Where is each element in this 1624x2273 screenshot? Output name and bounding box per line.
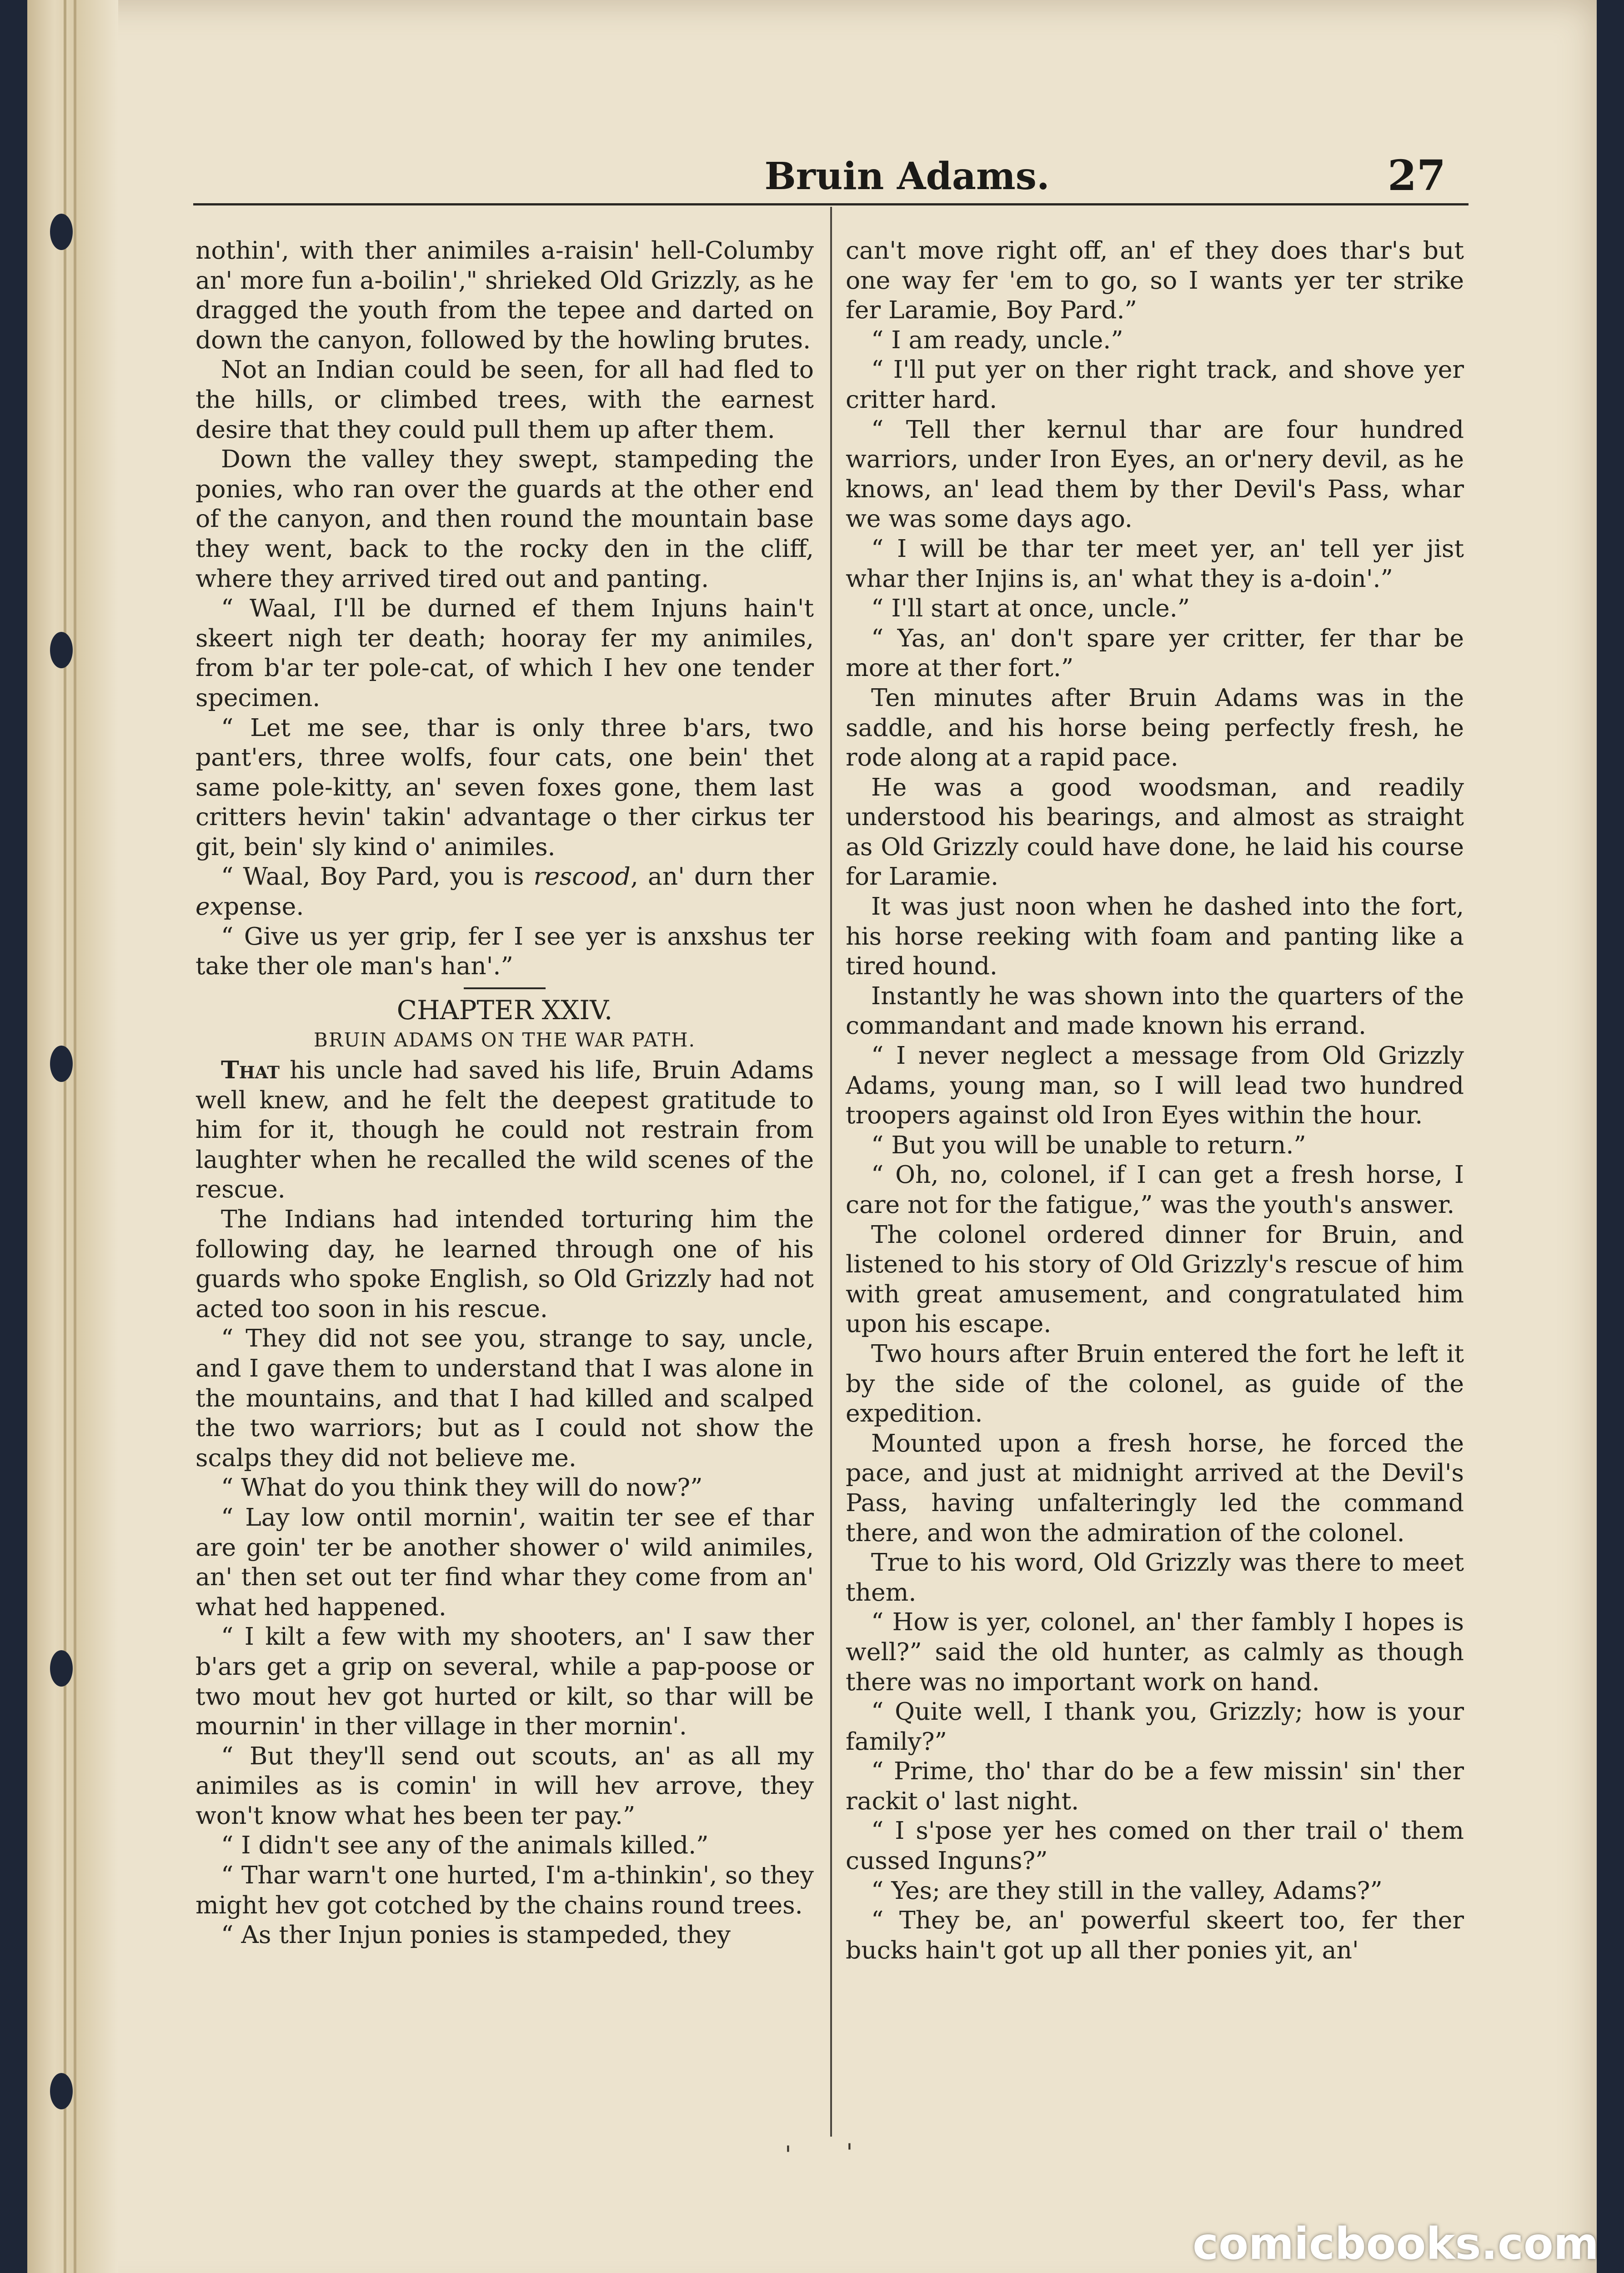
- printer-mark: ˈ: [784, 2141, 792, 2173]
- paragraph: “ But you will be unable to return.”: [871, 1130, 1306, 1159]
- paragraph: “ I am ready, uncle.”: [871, 325, 1123, 354]
- paragraph: “ How is yer, colonel, an' ther fambly I hopes is well?” said the old hunter, as calmly as though there was no important work on hand.: [846, 1607, 1464, 1696]
- running-head-title: Bruin Adams.: [764, 155, 1050, 198]
- paragraph: nothin', with ther animiles a-raisin' hell-Columby an' more fun a-boilin'," shrieked Old Grizzly, as he dragged the youth from the tepee and darted on down the canyon, followed by the howling brutes.: [195, 236, 814, 354]
- paragraph: Mounted upon a fresh horse, he forced the pace, and just at midnight arrived at the Devil's Pass, having unfalteringly led the command there, and won the admiration of the colonel.: [846, 1428, 1464, 1547]
- paragraph: It was just noon when he dashed into the fort, his horse reeking with foam and panting like a tired hound.: [846, 892, 1464, 981]
- paragraph: He was a good woodsman, and readily understood his bearings, and almost as straight as Old Grizzly could have done, he laid his course for Laramie.: [846, 772, 1464, 891]
- paragraph: “ Waal, I'll be durned ef them Injuns hain't skeert nigh ter death; hooray fer my animiles, from b'ar ter pole-cat, of which I hev one tender specimen.: [195, 594, 814, 712]
- chapter-first-paragraph: That his uncle had saved his life, Bruin Adams well knew, and he felt the deepest gratitude to him for it, though he could not restrain from laughter when he recalled the wild scenes of the rescue.: [195, 1056, 814, 1204]
- paragraph: “ Yas, an' don't spare yer critter, fer thar be more at ther fort.”: [846, 623, 1464, 682]
- paragraph: “ I never neglect a message from Old Grizzly Adams, young man, so I will lead two hundred troopers against old Iron Eyes within the hour.: [846, 1041, 1464, 1130]
- page-spine: [27, 0, 118, 2273]
- paragraph: Down the valley they swept, stampeding the ponies, who ran over the guards at the other end of the canyon, and then round the mountain base they went, back to the rocky den in the cliff, where they arrived tired out and panting.: [195, 445, 814, 593]
- paragraph: “ Let me see, thar is only three b'ars, two pant'ers, three wolfs, four cats, one bein' thet same pole-kitty, an' seven foxes gone, them last critters hevin' takin' advantage o ther cirkus ter git, bein' sly kind o' animiles.: [195, 713, 814, 861]
- paragraph: True to his word, Old Grizzly was there to meet them.: [846, 1548, 1464, 1607]
- paragraph: “ Thar warn't one hurted, I'm a-thinkin', so they might hev got cotched by the chains round trees.: [195, 1861, 814, 1919]
- printer-mark: ˈ: [846, 2139, 853, 2171]
- paragraph: “ I kilt a few with my shooters, an' I saw ther b'ars get a grip on several, while a pap-poose or two mout hev got hurted or kilt, so thar will be mournin' in ther village in ther mornin'.: [195, 1622, 814, 1741]
- paragraph: “ Quite well, I thank you, Grizzly; how is your family?”: [846, 1697, 1464, 1756]
- binding-hole: [50, 1046, 73, 1082]
- paragraph: “ Oh, no, colonel, if I can get a fresh horse, I care not for the fatigue,” was the youth's answer.: [846, 1160, 1464, 1219]
- paragraph: “ Give us yer grip, fer I see yer is anxshus ter take ther ole man's han'.”: [195, 921, 814, 981]
- binding-hole: [50, 632, 73, 668]
- paragraph: “ Yes; are they still in the valley, Adams?”: [871, 1876, 1383, 1905]
- binding-hole: [50, 2073, 73, 2109]
- left-column: [195, 235, 814, 1950]
- paragraph: “ Prime, tho' thar do be a few missin' sin' ther rackit o' last night.: [846, 1757, 1464, 1815]
- binding-hole: [50, 1650, 73, 1687]
- chapter-title: CHAPTER XXIV.: [396, 994, 613, 1026]
- paragraph: “ They did not see you, strange to say, uncle, and I gave them to understand that I was alone in the mountains, and that I had killed and scalped the two warriors; but as I could not show the scalps they did not believe me.: [195, 1324, 814, 1472]
- spine-fold-line: [64, 0, 66, 2273]
- paragraph: “ I'll start at once, uncle.”: [871, 594, 1190, 623]
- paragraph: Ten minutes after Bruin Adams was in the saddle, and his horse being perfectly fresh, he rode along at a rapid pace.: [846, 683, 1464, 772]
- paragraph: Not an Indian could be seen, for all had fled to the hills, or climbed trees, with the earnest desire that they could pull them up after them.: [195, 355, 814, 444]
- paragraph: “ What do you think they will do now?”: [221, 1473, 703, 1502]
- watermark: comicbooks.com: [1193, 2218, 1599, 2269]
- paragraph: “ Tell ther kernul thar are four hundred warriors, under Iron Eyes, an or'nery devil, as he knows, an' lead them by ther Devil's Pass, whar we was some days ago.: [846, 415, 1464, 533]
- paragraph: “ Waal, Boy Pard, you is rescood, an' durn ther expense.: [195, 862, 814, 921]
- binding-hole: [50, 214, 73, 250]
- paragraph: Two hours after Bruin entered the fort he left it by the side of the colonel, as guide of the expedition.: [846, 1339, 1464, 1428]
- paragraph: “ I s'pose yer hes comed on ther trail o' them cussed Inguns?”: [846, 1816, 1464, 1875]
- paragraph: “ I'll put yer on ther right track, and shove yer critter hard.: [846, 355, 1464, 414]
- chapter-rule: [464, 987, 546, 989]
- page-number: 27: [1387, 151, 1446, 200]
- paragraph: The colonel ordered dinner for Bruin, and listened to his story of Old Grizzly's rescue of him with great amusement, and congratulated him upon his escape.: [846, 1220, 1464, 1338]
- paragraph: can't move right off, an' ef they does thar's but one way fer 'em to go, so I wants yer ter strike fer Laramie, Boy Pard.”: [846, 236, 1464, 325]
- column-divider: [830, 207, 832, 2137]
- spine-fold-line: [74, 0, 76, 2273]
- paragraph: “ As ther Injun ponies is stampeded, they: [221, 1920, 731, 1949]
- paragraph: “ I didn't see any of the animals killed.”: [221, 1831, 709, 1860]
- chapter-subtitle: BRUIN ADAMS ON THE WAR PATH.: [313, 1029, 696, 1051]
- paragraph: “ But they'll send out scouts, an' as all my animiles as is comin' in will hev arrove, they won't know what hes been ter pay.”: [195, 1741, 814, 1830]
- paragraph: “ They be, an' powerful skeert too, fer ther bucks hain't got up all ther ponies yit, an': [846, 1906, 1464, 1964]
- right-column: [846, 235, 1464, 1965]
- paragraph: “ I will be thar ter meet yer, an' tell yer jist whar ther Injins is, an' what they is a-doin'.”: [846, 534, 1464, 593]
- paragraph: Instantly he was shown into the quarters of the commandant and made known his errand.: [846, 981, 1464, 1040]
- header-rule: [193, 203, 1469, 205]
- paragraph: “ Lay low ontil mornin', waitin ter see ef thar are goin' ter be another shower o' wild animiles, an' then set out ter find whar they come from an' what hed happened.: [195, 1502, 814, 1621]
- paragraph: The Indians had intended torturing him the following day, he learned through one of his guards who spoke English, so Old Grizzly had not acted too soon in his rescue.: [195, 1205, 814, 1323]
- chapter-first-word: That: [221, 1056, 280, 1085]
